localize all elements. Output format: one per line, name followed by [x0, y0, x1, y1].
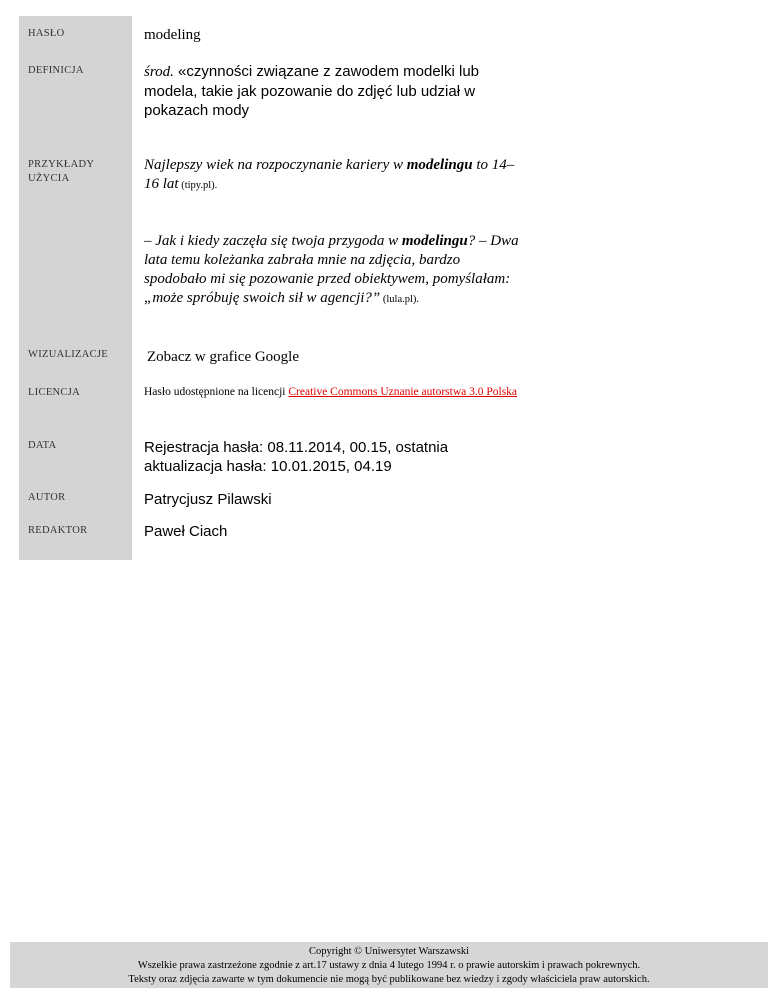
row-redaktor	[19, 517, 519, 560]
label-definicja: DEFINICJA	[19, 56, 132, 150]
label-haslo: HASŁO	[19, 16, 132, 56]
value-autor	[132, 481, 519, 517]
footer-notice: Teksty oraz zdjęcia zawarte w tym dokumencie nie mogą być publikowane bez wiedzy i zgody właściciela praw autorskich.	[128, 974, 650, 985]
row-definicja	[19, 56, 519, 150]
date-text: Rejestracja hasła: 08.11.2014, 00.15, ostatnia aktualizacja hasła: 10.01.2015, 04.19	[144, 439, 449, 475]
definition-qualifier: środ.	[144, 64, 174, 80]
example-2: – Jak i kiedy zaczęła się twoja przygoda w modelingu? – Dwa lata temu koleżanka zabrała mnie na zdjęcia, bardzo spodobało mi się pozowanie przed obiektywem, pomyślałam: „może spróbuję swoich sił w agencji?” (lula.pl).	[144, 233, 519, 306]
definition-text: «czynności związane z zawodem modelki lub modela, takie jak pozowanie do zdjęć lub udział w pokazach mody	[144, 63, 480, 119]
value-przyklady	[132, 150, 519, 341]
label-wizualizacje: WIZUALIZACJE	[19, 341, 132, 377]
label-data: DATA	[19, 429, 132, 481]
example-1-keyword: modelingu	[406, 157, 473, 173]
label-licencja: LICENCJA	[19, 377, 132, 429]
editor-name: Paweł Ciach	[144, 523, 228, 540]
example-1: Najlepszy wiek na rozpoczynanie kariery w modelingu to 14–16 lat (tipy.pl).	[144, 157, 515, 192]
value-data	[132, 429, 519, 481]
row-licencja	[19, 377, 519, 429]
label-redaktor: REDAKTOR	[19, 517, 132, 560]
google-images-link[interactable]: Zobacz w grafice Google	[147, 349, 300, 365]
footer-copyright: Copyright © Uniwersytet Warszawski	[308, 946, 470, 957]
headword: modeling	[144, 27, 201, 43]
value-definicja	[132, 56, 519, 150]
example-2-source: (lula.pl).	[380, 294, 420, 305]
example-2-keyword: modelingu	[401, 233, 468, 249]
author-name: Patrycjusz Pilawski	[144, 491, 272, 508]
row-przyklady	[19, 150, 519, 341]
row-autor	[19, 481, 519, 517]
copyright-footer	[10, 942, 768, 988]
value-redaktor	[132, 517, 519, 560]
example-1-source: (tipy.pl).	[178, 180, 218, 191]
row-wizualizacje	[19, 341, 519, 377]
label-autor: AUTOR	[19, 481, 132, 517]
row-data	[19, 429, 519, 481]
label-przyklady: PRZYKŁADY UŻYCIA	[19, 150, 132, 341]
dictionary-entry	[19, 16, 519, 560]
value-haslo	[132, 16, 519, 56]
footer-rights: Wszelkie prawa zastrzeżone zgodnie z art.17 ustawy z dnia 4 lutego 1994 r. o prawie autorskim i prawach pokrewnych.	[137, 960, 641, 971]
row-haslo	[19, 16, 519, 56]
value-wizualizacje	[132, 341, 519, 377]
license-link[interactable]: Creative Commons Uznanie autorstwa 3.0 Polska	[288, 386, 518, 398]
value-licencja: Hasło udostępnione na licencji Creative Commons Uznanie autorstwa 3.0 Polska	[144, 386, 518, 398]
